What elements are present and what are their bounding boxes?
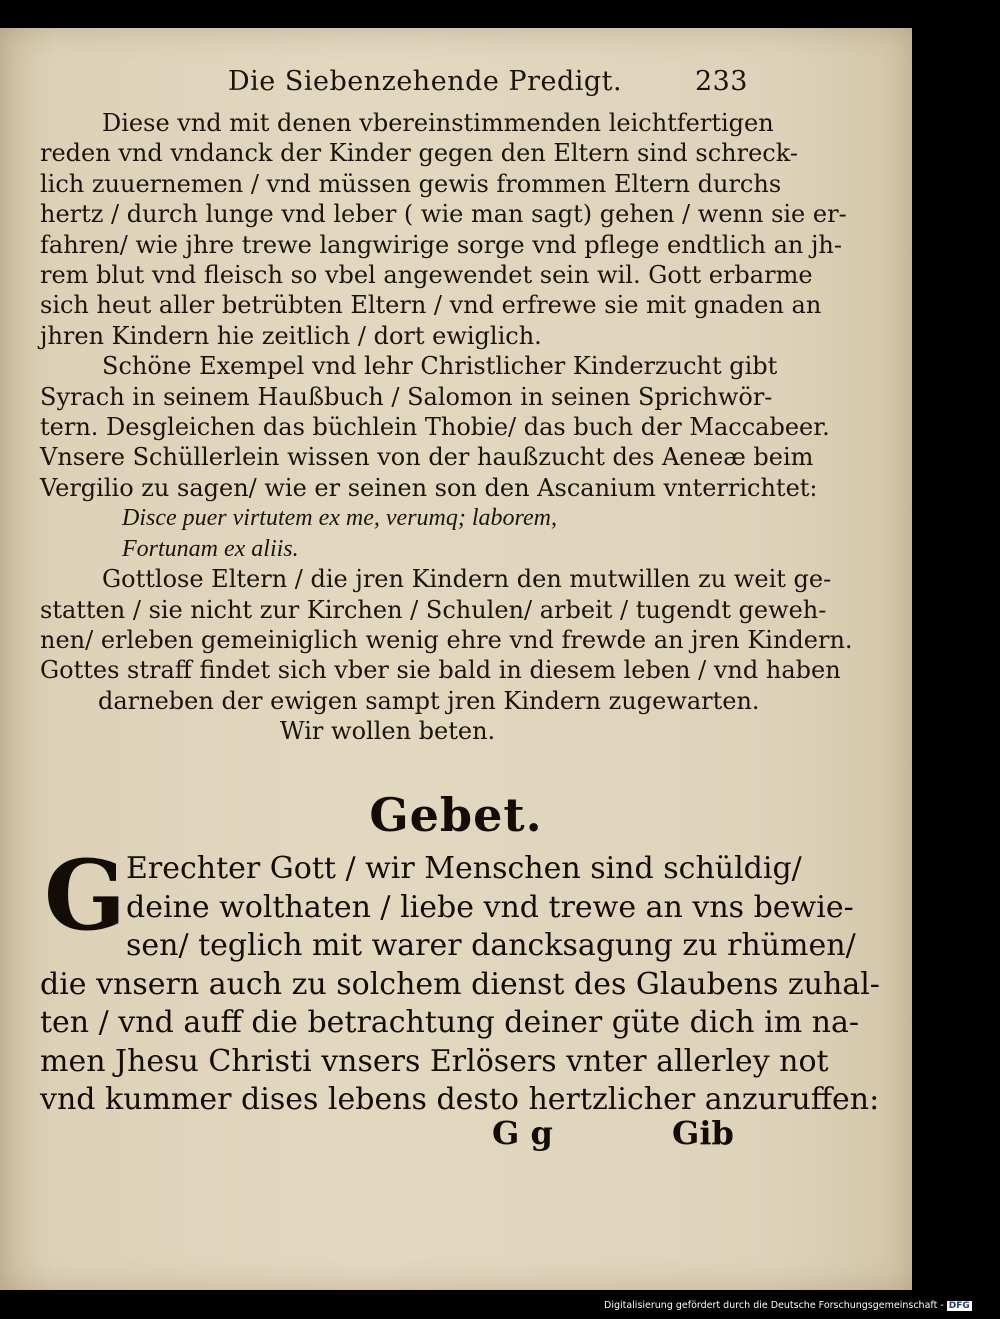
- text-line: hertz / durch lunge vnd leber ( wie man sagt) gehen / wenn sie er-: [40, 200, 847, 229]
- text-line: reden vnd vndanck der Kinder gegen den Eltern sind schreck-: [40, 139, 798, 168]
- prayer-line: men Jhesu Christi vnsers Erlösers vnter allerley not: [40, 1043, 829, 1079]
- closing-line: Wir wollen beten.: [280, 717, 496, 746]
- running-title: Die Siebenzehende Predigt.: [228, 66, 623, 97]
- text-line: rem blut vnd fleisch so vbel angewendet sein wil. Gott erbarme: [40, 261, 813, 290]
- text-line: darneben der ewigen sampt jren Kindern zugewarten.: [98, 686, 760, 715]
- prayer-text: [40, 839, 880, 1120]
- text-line: statten / sie nicht zur Kirchen / Schulen/ arbeit / tugendt geweh-: [40, 595, 827, 624]
- section-heading: Gebet.: [369, 788, 543, 842]
- signature-mark: G g: [492, 1114, 553, 1152]
- text-line: Vergilio zu sagen/ wie er seinen son den Ascanium vnterrichtet:: [40, 473, 818, 502]
- text-line: jhren Kindern hie zeitlich / dort ewiglich.: [40, 321, 542, 350]
- credit-text: Digitalisierung gefördert durch die Deutsche Forschungsgemeinschaft -: [604, 1300, 944, 1311]
- dfg-logo: DFG: [948, 1301, 970, 1311]
- text-line: Gottlose Eltern / die jren Kindern den mutwillen zu weit ge-: [102, 565, 832, 594]
- text-line: fahren/ wie jhre trewe langwirige sorge vnd pflege endtlich an jh-: [40, 230, 842, 259]
- prayer-line: deine wolthaten / liebe vnd trewe an vns bewie-: [126, 889, 854, 925]
- text-line: Gottes straff findet sich vber sie bald in diesem leben / vnd haben: [40, 656, 841, 685]
- prayer-line: ten / vnd auff die betrachtung deiner güte dich im na-: [40, 1005, 860, 1040]
- text-line: Schöne Exempel vnd lehr Christlicher Kinderzucht gibt: [102, 352, 778, 381]
- prayer-line: die vnsern auch zu solchem dienst des Glaubens zuhal-: [40, 966, 880, 1002]
- page-number: 233: [694, 66, 748, 97]
- text-line: sich heut aller betrübten Eltern / vnd erfrewe sie mit gnaden an: [40, 291, 822, 320]
- text-line: tern. Desgleichen das büchlein Thobie/ das buch der Maccabeer.: [40, 413, 830, 442]
- sermon-text: [40, 108, 853, 747]
- running-header: [228, 66, 748, 106]
- text-line: Diese vnd mit denen vbereinstimmenden leichtfertigen: [102, 109, 774, 137]
- book-page: [0, 28, 912, 1290]
- prayer-line: vnd kummer dises lebens desto hertzlicher anzuruffen:: [40, 1082, 880, 1117]
- text-line: Syrach in seinem Haußbuch / Salomon in seinen Sprichwör-: [40, 382, 773, 411]
- prayer-line: Erechter Gott / wir Menschen sind schüldig/: [126, 851, 802, 886]
- text-line: Vnsere Schüllerlein wissen von der haußzucht des Aeneæ beim: [40, 443, 814, 472]
- prayer-line: sen/ teglich mit warer dancksagung zu rhümen/: [126, 928, 856, 963]
- text-line: lich zuuernemen / vnd müssen gewis frommen Eltern durchs: [40, 169, 782, 198]
- text-line: nen/ erleben gemeiniglich wenig ehre vnd frewde an jren Kindern.: [40, 625, 853, 654]
- catchword: Gib: [672, 1114, 734, 1152]
- latin-quote-line: Fortunam ex aliis.: [122, 535, 299, 562]
- latin-quote-line: Disce puer virtutem ex me, verumq; laborem,: [122, 505, 557, 532]
- digitization-credit: [604, 1300, 996, 1316]
- drop-cap: G: [44, 839, 126, 952]
